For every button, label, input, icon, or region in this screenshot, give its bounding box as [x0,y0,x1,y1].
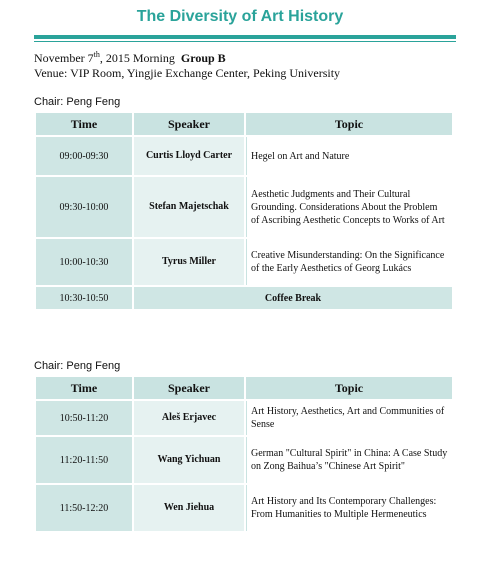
row-topic: Creative Misunderstanding: On the Significance of the Early Aesthetics of Georg Lukács [246,239,452,285]
row-speaker: Tyrus Miller [134,239,244,285]
row-time: 11:50-12:20 [36,485,132,531]
break-row [36,287,452,309]
table-row [36,485,452,531]
row-time: 11:20-11:50 [36,437,132,483]
break-label: Coffee Break [134,287,452,309]
chair-label-2: Chair: Peng Feng [34,360,121,372]
break-time: 10:30-10:50 [36,287,132,309]
title-rule-thin [34,41,456,42]
row-time: 10:50-11:20 [36,401,132,435]
schedule-table-1 [34,111,454,311]
table-row [36,401,452,435]
row-topic: Art History and Its Contemporary Challenges: From Humanities to Multiple Hermeneutics [246,485,452,531]
row-topic: Hegel on Art and Nature [246,137,452,175]
table-header-row [36,113,452,135]
row-time: 09:30-10:00 [36,177,132,237]
header-time: Time [36,377,132,399]
header-topic: Topic [246,113,452,135]
table-row [36,239,452,285]
row-speaker: Wen Jiehua [134,485,244,531]
schedule-table-2 [34,375,454,533]
table-row [36,177,452,237]
session-date-line [34,50,226,66]
row-time: 10:00-10:30 [36,239,132,285]
session-group: Group B [180,51,226,65]
page-title: The Diversity of Art History [136,8,344,25]
row-speaker: Stefan Majetschak [134,177,244,237]
title-rule-thick [34,35,456,39]
chair-label-1: Chair: Peng Feng [34,96,121,108]
row-topic: Aesthetic Judgments and Their Cultural Grounding. Considerations About the Problem of Ascribing Aesthetic Concepts to Works of Art [246,177,452,237]
header-speaker: Speaker [134,113,244,135]
row-topic: Art History, Aesthetics, Art and Communities of Sense [246,401,452,435]
table-header-row [36,377,452,399]
session-venue: Venue: VIP Room, Yingjie Exchange Center, Peking University [34,66,341,80]
row-speaker: Aleš Erjavec [134,401,244,435]
session-date-rest: , 2015 Morning [99,51,175,65]
header-speaker: Speaker [134,377,244,399]
session-date: November 7 [34,51,94,65]
row-time: 09:00-09:30 [36,137,132,175]
table-row [36,437,452,483]
table-row [36,137,452,175]
header-time: Time [36,113,132,135]
session-date-suffix-sup: th [93,50,100,59]
header-topic: Topic [246,377,452,399]
row-topic: German "Cultural Spirit" in China: A Case Study on Zong Baihua’s "Chinese Art Spirit" [246,437,452,483]
row-speaker: Curtis Lloyd Carter [134,137,244,175]
row-speaker: Wang Yichuan [134,437,244,483]
